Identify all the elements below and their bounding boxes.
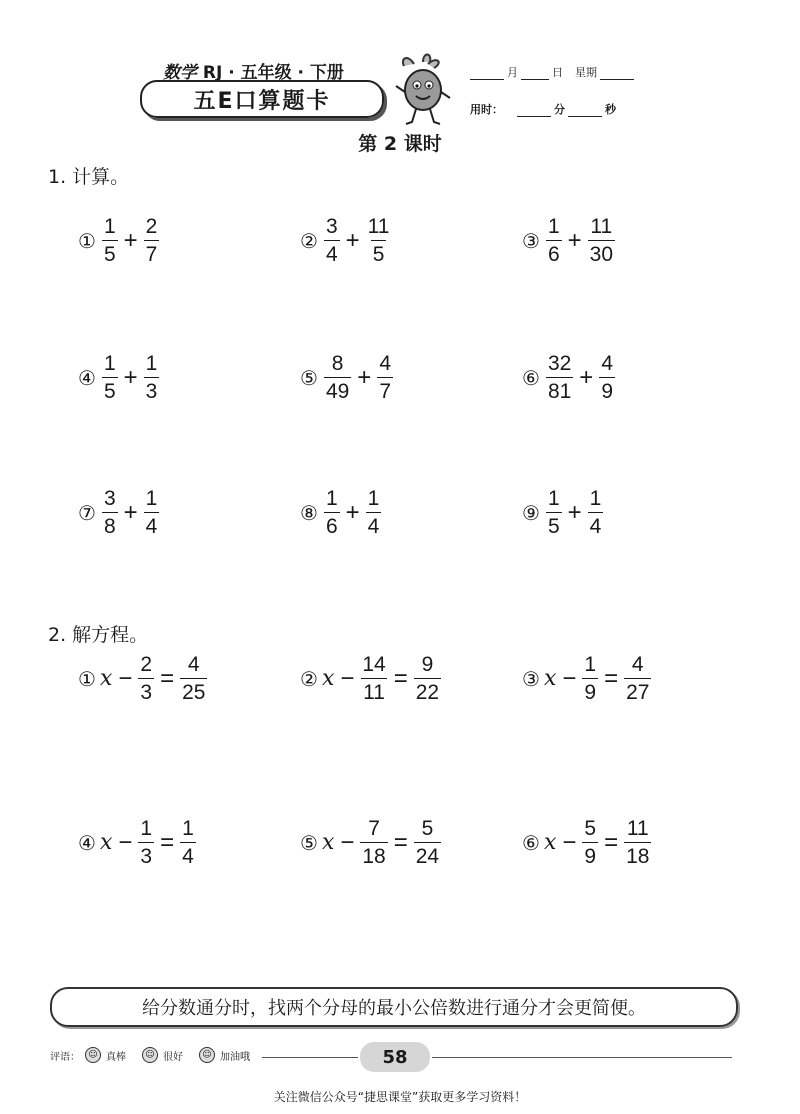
evaluation-label: 评语： [50, 1051, 80, 1063]
week-blank[interactable] [600, 67, 634, 80]
section1-title: 1. 计算。 [48, 166, 130, 188]
denominator: 9 [582, 842, 598, 867]
denominator: 9 [599, 377, 615, 402]
grin-face-icon[interactable]: ☺ [85, 1047, 101, 1063]
numerator: 1 [103, 352, 116, 375]
problem-number: ⑨ [522, 500, 540, 525]
problem-number: ① [78, 666, 96, 691]
problem-number: ⑥ [522, 365, 540, 390]
time-line [470, 101, 616, 117]
minutes-blank[interactable] [517, 104, 551, 117]
equation-problem [78, 654, 209, 703]
month-blank[interactable] [470, 67, 504, 80]
denominator: 11 [361, 678, 387, 703]
fraction [599, 353, 615, 402]
minus-sign: − [562, 664, 577, 692]
fraction [624, 654, 651, 703]
denominator: 25 [180, 678, 207, 703]
numerator: 3 [325, 215, 338, 238]
day-blank[interactable] [521, 67, 549, 80]
calc-problem [300, 353, 395, 402]
equation-problem [522, 654, 653, 703]
denominator: 18 [624, 842, 651, 867]
lesson-title: 第 2 课时 [358, 133, 442, 155]
equals-sign: = [604, 828, 619, 856]
denominator: 3 [138, 678, 154, 703]
day-label: 日 [552, 66, 563, 79]
footer-divider-right [432, 1057, 732, 1058]
numerator: 14 [362, 653, 386, 676]
problem-number: ① [78, 228, 96, 253]
operator: + [579, 363, 594, 391]
denominator: 7 [377, 377, 393, 402]
calc-problem [522, 216, 617, 265]
fraction [360, 654, 387, 703]
numerator: 3 [103, 487, 116, 510]
numerator: 7 [368, 817, 380, 840]
numerator: 2 [145, 215, 158, 238]
denominator: 3 [138, 842, 154, 867]
denominator: 4 [588, 512, 604, 537]
problem-number: ⑥ [522, 830, 540, 855]
fraction [546, 353, 573, 402]
denominator: 4 [144, 512, 160, 537]
denominator: 5 [371, 240, 387, 265]
fraction [366, 216, 392, 265]
denominator: 4 [366, 512, 382, 537]
seconds-label: 秒 [605, 103, 616, 116]
fraction [138, 818, 154, 867]
numerator: 1 [182, 817, 194, 840]
operator: + [345, 498, 360, 526]
fraction [324, 353, 351, 402]
numerator: 1 [140, 817, 153, 840]
calc-problem [78, 488, 161, 537]
eval-great: 真棒 [106, 1051, 126, 1063]
numerator: 5 [421, 817, 434, 840]
denominator: 4 [180, 842, 196, 867]
operator: + [357, 363, 372, 391]
date-line [470, 64, 634, 80]
cheer-face-icon[interactable]: ☺ [199, 1047, 215, 1063]
minutes-label: 分 [554, 103, 565, 116]
numerator: 11 [590, 215, 613, 238]
equals-sign: = [160, 828, 175, 856]
calc-problem [78, 216, 161, 265]
operator: + [123, 226, 138, 254]
evaluation-row [50, 1047, 250, 1063]
numerator: 8 [331, 352, 344, 375]
denominator: 49 [324, 377, 351, 402]
minus-sign: − [340, 828, 355, 856]
problem-number: ④ [78, 830, 96, 855]
problem-number: ⑧ [300, 500, 318, 525]
seconds-blank[interactable] [568, 104, 602, 117]
fraction [144, 353, 160, 402]
operator: + [567, 226, 582, 254]
numerator: 1 [325, 487, 338, 510]
fraction [546, 488, 562, 537]
problem-number: ④ [78, 365, 96, 390]
equals-sign: = [393, 828, 408, 856]
fraction [414, 818, 441, 867]
variable: x [543, 830, 557, 855]
fraction [102, 353, 118, 402]
numerator: 11 [367, 215, 390, 238]
problem-number: ② [300, 666, 318, 691]
problem-number: ⑤ [300, 365, 318, 390]
calc-problem [522, 353, 617, 402]
calc-problem [522, 488, 605, 537]
equals-sign: = [160, 664, 175, 692]
denominator: 4 [324, 240, 340, 265]
minus-sign: − [562, 828, 577, 856]
mascot-icon [392, 52, 454, 126]
denominator: 81 [546, 377, 573, 402]
variable: x [99, 666, 113, 691]
fraction [138, 654, 154, 703]
denominator: 8 [102, 512, 118, 537]
operator: + [345, 226, 360, 254]
eval-good: 很好 [163, 1051, 183, 1063]
numerator: 1 [547, 215, 560, 238]
fraction [582, 654, 598, 703]
fraction [180, 654, 207, 703]
problem-number: ⑤ [300, 830, 318, 855]
denominator: 30 [588, 240, 615, 265]
fraction [546, 216, 562, 265]
minus-sign: − [118, 664, 133, 692]
minus-sign: − [340, 664, 355, 692]
denominator: 5 [102, 240, 118, 265]
month-label: 月 [507, 66, 518, 79]
equation-problem [300, 654, 443, 703]
equals-sign: = [604, 664, 619, 692]
numerator: 1 [547, 487, 560, 510]
numerator: 4 [187, 653, 200, 676]
numerator: 1 [145, 487, 158, 510]
fraction [624, 818, 651, 867]
denominator: 22 [414, 678, 441, 703]
equation-problem [300, 818, 443, 867]
denominator: 3 [144, 377, 160, 402]
fraction [102, 216, 118, 265]
denominator: 6 [546, 240, 562, 265]
numerator: 4 [631, 653, 644, 676]
numerator: 4 [601, 352, 613, 375]
fraction [366, 488, 382, 537]
denominator: 7 [144, 240, 160, 265]
variable: x [321, 830, 335, 855]
denominator: 5 [546, 512, 562, 537]
subject-label: 数学 [163, 63, 197, 83]
eval-keep-going: 加油哦 [220, 1051, 250, 1063]
numerator: 1 [103, 215, 116, 238]
smile-face-icon[interactable]: ☺ [142, 1047, 158, 1063]
denominator: 6 [324, 512, 340, 537]
numerator: 1 [367, 487, 380, 510]
variable: x [99, 830, 113, 855]
fraction [144, 216, 160, 265]
page-number: 58 [360, 1042, 430, 1072]
week-label: 星期 [575, 66, 597, 79]
section2-title: 2. 解方程。 [48, 624, 149, 646]
fraction [102, 488, 118, 537]
denominator: 18 [360, 842, 387, 867]
edition-label: RJ · 五年级 · 下册 [202, 63, 344, 83]
operator: + [567, 498, 582, 526]
time-label: 用时： [470, 103, 503, 116]
equals-sign: = [393, 664, 408, 692]
denominator: 9 [582, 678, 598, 703]
numerator: 32 [547, 352, 572, 375]
denominator: 5 [102, 377, 118, 402]
numerator: 1 [145, 352, 158, 375]
equation-problem [522, 818, 653, 867]
fraction [324, 216, 340, 265]
fraction [414, 654, 441, 703]
fraction [588, 488, 604, 537]
denominator: 24 [414, 842, 441, 867]
calc-problem [300, 216, 393, 265]
tip-box: 给分数通分时，找两个分母的最小公倍数进行通分才会更简便。 [50, 987, 738, 1027]
numerator: 9 [421, 653, 434, 676]
numerator: 4 [379, 352, 391, 375]
denominator: 27 [624, 678, 651, 703]
fraction [144, 488, 160, 537]
variable: x [321, 666, 335, 691]
numerator: 1 [589, 487, 602, 510]
fraction [377, 353, 393, 402]
numerator: 5 [584, 817, 597, 840]
fraction [588, 216, 615, 265]
numerator: 1 [584, 653, 597, 676]
minus-sign: − [118, 828, 133, 856]
fraction [180, 818, 196, 867]
footer-divider-left [262, 1057, 358, 1058]
operator: + [123, 363, 138, 391]
numerator: 2 [140, 653, 153, 676]
problem-number: ③ [522, 228, 540, 253]
problem-number: ③ [522, 666, 540, 691]
problem-number: ② [300, 228, 318, 253]
fraction [324, 488, 340, 537]
calc-problem [300, 488, 383, 537]
fraction [360, 818, 387, 867]
variable: x [543, 666, 557, 691]
problem-number: ⑦ [78, 500, 96, 525]
book-title: 五E口算题卡 [140, 80, 384, 118]
bottom-note: 关注微信公众号“捷思课堂”获取更多学习资料！ [273, 1090, 527, 1104]
operator: + [123, 498, 138, 526]
fraction [582, 818, 598, 867]
numerator: 11 [626, 817, 649, 840]
equation-problem [78, 818, 198, 867]
calc-problem [78, 353, 161, 402]
